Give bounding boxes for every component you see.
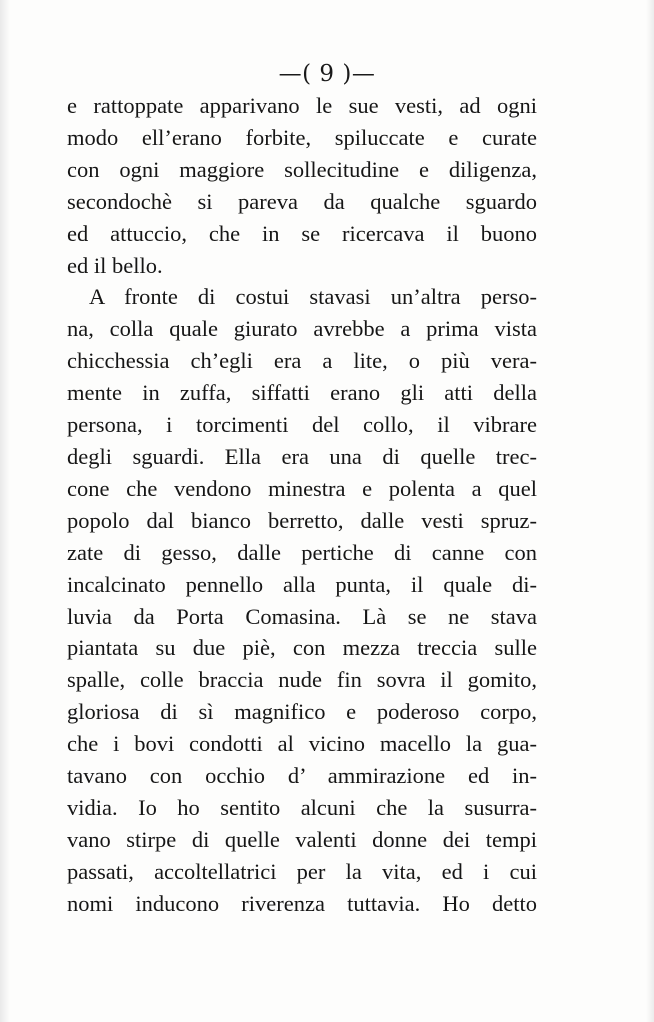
text-line: con ogni maggiore sollecitudine e diligenza, [67,156,537,182]
text-line: passati, accoltellatrici per la vita, ed i cui [67,858,537,884]
text-line: secondochè si pareva da qualche sguardo [67,188,537,214]
text-line: luvia da Porta Comasina. Là se ne stava [67,603,537,629]
text-line: cone che vendono minestra e polenta a quel [67,475,537,501]
text-line: gloriosa di sì magnifico e poderoso corpo, [67,699,537,725]
text-line: che i bovi condotti al vicino macello la gua- [67,731,537,757]
text-line: degli sguardi. Ella era una di quelle trec- [67,443,537,469]
text-line: modo ell’erano forbite, spiluccate e curate [67,124,537,150]
text-line: chicchessia ch’egli era a lite, o più vera- [67,348,537,374]
text-line: mente in zuffa, siffatti erano gli atti della [67,380,537,406]
page-right-edge [646,0,654,1022]
text-line: popolo dal bianco berretto, dalle vesti spruz- [67,507,537,533]
text-line: piantata su due piè, con mezza treccia sulle [67,635,537,661]
text-line: A fronte di costui stavasi un’altra perso- [89,284,537,310]
text-line: vidia. Io ho sentito alcuni che la susurra- [67,794,537,820]
text-line: vano stirpe di quelle valenti donne dei tempi [67,826,537,852]
text-line: zate di gesso, dalle pertiche di canne con [67,539,537,565]
text-line: spalle, colle braccia nude fin sovra il gomito, [67,667,537,693]
text-line: na, colla quale giurato avrebbe a prima vista [67,316,537,342]
page-number: —( 9 )— [278,61,376,87]
text-line: ed il bello. [67,252,163,278]
page-left-edge [0,0,10,1022]
text-line: persona, i torcimenti del collo, il vibrare [67,412,537,438]
body-text [67,90,537,920]
text-line: tavano con occhio d’ ammirazione ed in- [67,763,537,789]
text-line: ed attuccio, che in se ricercava il buono [67,220,537,246]
text-line: incalcinato pennello alla punta, il quale di- [67,571,537,597]
text-line: e rattoppate apparivano le sue vesti, ad ogni [67,93,537,118]
text-line: nomi inducono riverenza tuttavia. Ho detto [67,890,537,916]
